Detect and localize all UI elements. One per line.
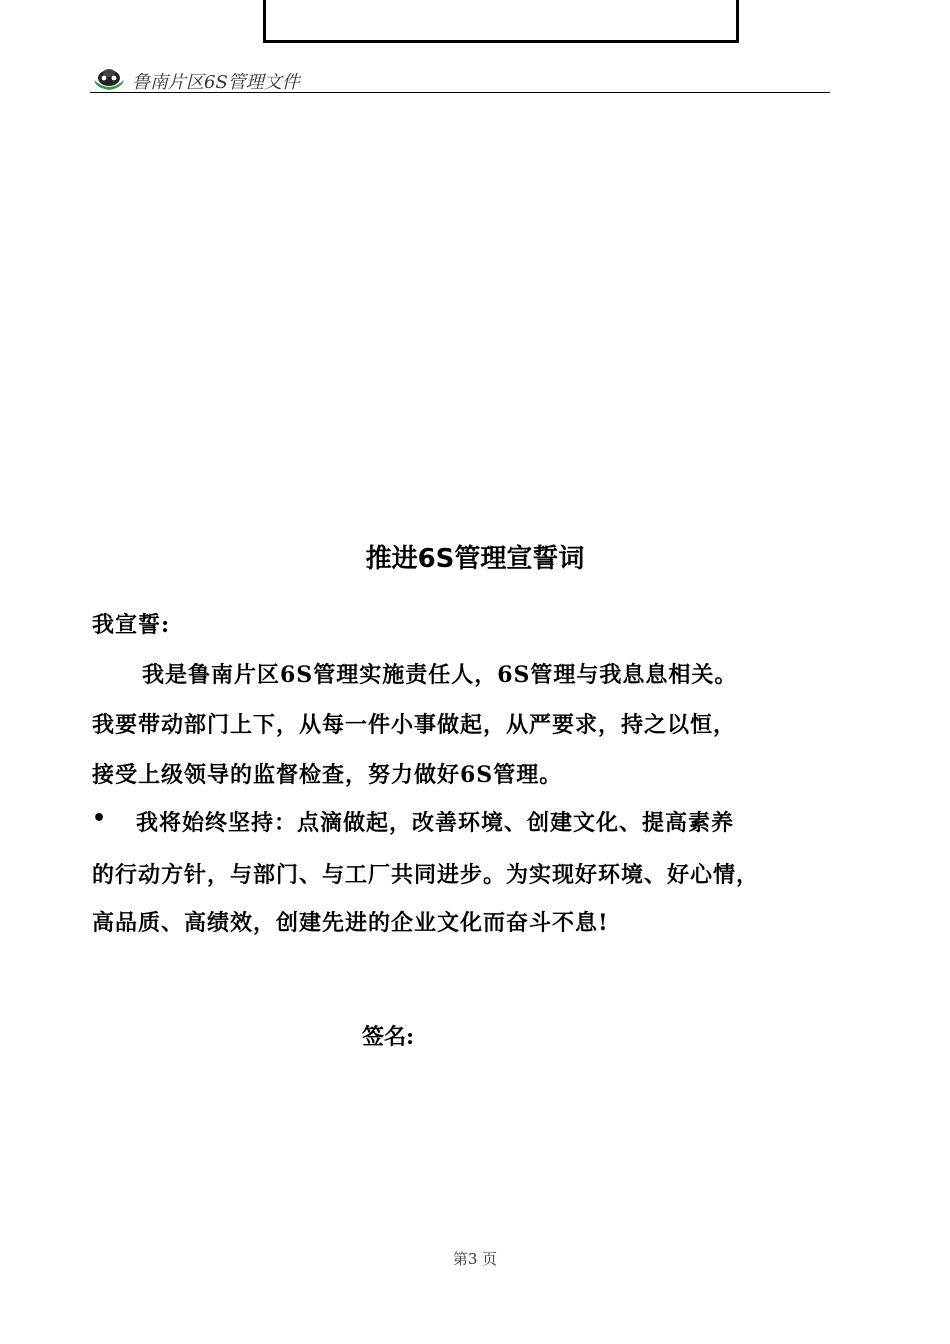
page-number: 第3 页 — [452, 1250, 498, 1268]
signature-label: 签名: — [362, 1024, 415, 1050]
top-frame-box — [263, 0, 739, 43]
paragraph-2-line-3: 高品质、高绩效，创建先进的企业文化而奋斗不息! — [92, 910, 609, 936]
paragraph-1-line-1: 我是鲁南片区6S管理实施责任人，6S管理与我息息相关。 — [142, 662, 738, 688]
paragraph-1-line-2: 我要带动部门上下，从每一件小事做起，从严要求，持之以恒， — [92, 712, 737, 738]
company-logo-icon — [92, 64, 126, 92]
page-header — [90, 62, 830, 93]
paragraph-2-line-2: 的行动方针，与部门、与工厂共同进步。为实现好环境、好心情， — [92, 862, 760, 888]
paragraph-2-line-1: 我将始终坚持：点滴做起，改善环境、创建文化、提高素养 — [136, 810, 735, 836]
document-title: 推进6S管理宣誓词 — [365, 544, 585, 574]
header-title: 鲁南片区6S管理文件 — [132, 72, 300, 93]
paragraph-1-line-3: 接受上级领导的监督检查，努力做好6S管理。 — [92, 762, 563, 788]
bullet-marker: • — [92, 806, 107, 831]
oath-lead: 我宣誓: — [92, 612, 171, 638]
